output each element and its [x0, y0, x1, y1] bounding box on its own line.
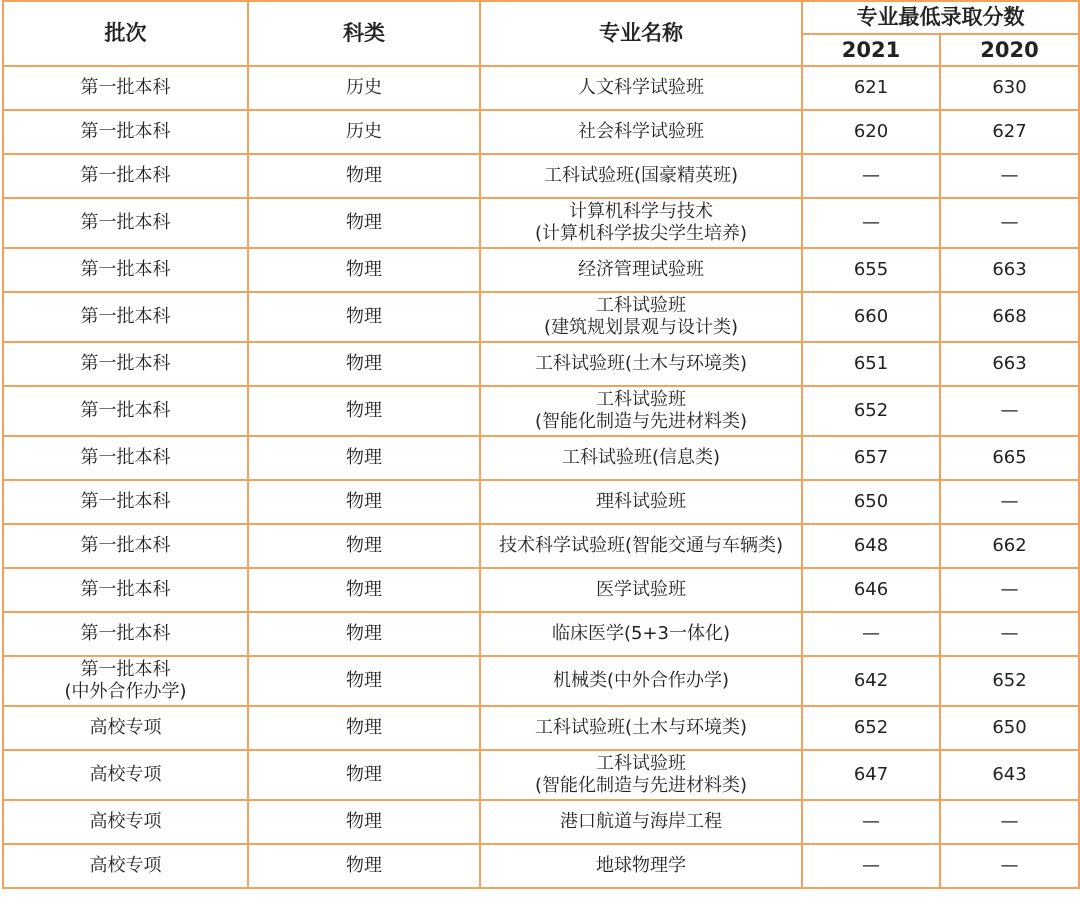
- batch-cell: [3, 248, 248, 292]
- score-2020-cell: 663: [940, 342, 1079, 386]
- major-cell: [480, 66, 802, 110]
- score-2020-cell: 652: [940, 656, 1079, 706]
- major-cell: [480, 706, 802, 750]
- batch-cell-line: 第一批本科: [80, 120, 171, 142]
- major-cell: [480, 612, 802, 656]
- year-2020-header: 2020: [940, 34, 1079, 66]
- major-cell: [480, 568, 802, 612]
- batch-cell: [3, 568, 248, 612]
- batch-cell: [3, 706, 248, 750]
- admission-score-table: [2, 0, 1080, 889]
- table-row: [3, 800, 1079, 844]
- major-cell: [480, 386, 802, 436]
- category-cell: 物理: [248, 342, 480, 386]
- category-cell: 物理: [248, 198, 480, 248]
- score-2020-cell: 665: [940, 436, 1079, 480]
- table-header: [3, 1, 1079, 66]
- batch-cell-line: 高校专项: [89, 810, 162, 832]
- category-cell: 物理: [248, 844, 480, 888]
- category-cell: 历史: [248, 66, 480, 110]
- major-cell-line: 技术科学试验班(智能交通与车辆类): [498, 534, 784, 556]
- score-2020-cell: 668: [940, 292, 1079, 342]
- major-cell-line: 临床医学(5+3一体化): [551, 622, 731, 644]
- score-2021-cell: 650: [802, 480, 940, 524]
- category-cell: 物理: [248, 386, 480, 436]
- batch-cell-line: 第一批本科: [80, 658, 171, 680]
- table-row: [3, 844, 1079, 888]
- batch-cell: [3, 750, 248, 800]
- score-2021-cell: —: [802, 612, 940, 656]
- major-cell-line: (智能化制造与先进材料类): [534, 411, 748, 432]
- table-row: [3, 436, 1079, 480]
- batch-cell-line: 第一批本科: [80, 534, 171, 556]
- batch-cell: [3, 844, 248, 888]
- category-cell: 物理: [248, 568, 480, 612]
- category-cell: 物理: [248, 800, 480, 844]
- batch-cell-line: 高校专项: [89, 763, 162, 785]
- batch-cell: [3, 154, 248, 198]
- table-row: [3, 66, 1079, 110]
- score-2021-cell: 652: [802, 706, 940, 750]
- batch-cell: [3, 386, 248, 436]
- category-cell: 物理: [248, 706, 480, 750]
- table-row: [3, 110, 1079, 154]
- batch-cell: [3, 198, 248, 248]
- batch-cell-line: 第一批本科: [80, 211, 171, 233]
- major-cell-line: 工科试验班(土木与环境类): [534, 716, 748, 738]
- table-row: [3, 524, 1079, 568]
- table-row: [3, 154, 1079, 198]
- batch-cell: [3, 480, 248, 524]
- major-cell: [480, 198, 802, 248]
- batch-cell-line: 高校专项: [89, 716, 162, 738]
- major-cell: [480, 154, 802, 198]
- table-row: [3, 292, 1079, 342]
- score-2020-cell: —: [940, 386, 1079, 436]
- batch-cell-line: 第一批本科: [80, 622, 171, 644]
- batch-cell-line: 第一批本科: [80, 578, 171, 600]
- score-2021-cell: 651: [802, 342, 940, 386]
- major-cell-line: 社会科学试验班: [578, 120, 704, 142]
- major-cell-line: (建筑规划景观与设计类): [543, 317, 739, 338]
- major-cell: [480, 480, 802, 524]
- score-2020-cell: 663: [940, 248, 1079, 292]
- batch-cell: [3, 656, 248, 706]
- major-cell: [480, 524, 802, 568]
- year-2021-header: 2021: [802, 34, 940, 66]
- table-row: [3, 656, 1079, 706]
- score-2021-cell: 655: [802, 248, 940, 292]
- score-2021-cell: 647: [802, 750, 940, 800]
- major-cell: [480, 292, 802, 342]
- table-row: [3, 568, 1079, 612]
- batch-cell: [3, 292, 248, 342]
- batch-cell-line: 高校专项: [89, 854, 162, 876]
- major-cell: [480, 750, 802, 800]
- category-cell: 物理: [248, 154, 480, 198]
- category-cell: 物理: [248, 436, 480, 480]
- major-cell-line: (智能化制造与先进材料类): [534, 775, 748, 796]
- major-cell-line: 经济管理试验班: [578, 258, 704, 280]
- score-2020-cell: 627: [940, 110, 1079, 154]
- category-header: 科类: [248, 1, 480, 66]
- major-cell: [480, 248, 802, 292]
- major-cell-line: 计算机科学与技术: [569, 200, 713, 222]
- score-2020-cell: —: [940, 844, 1079, 888]
- table-row: [3, 750, 1079, 800]
- category-cell: 物理: [248, 524, 480, 568]
- batch-cell-line: 第一批本科: [80, 446, 171, 468]
- major-cell: [480, 656, 802, 706]
- major-cell-line: 机械类(中外合作办学): [552, 669, 730, 691]
- major-cell-line: 工科试验班(土木与环境类): [534, 352, 748, 374]
- score-2020-cell: —: [940, 568, 1079, 612]
- score-2020-cell: 630: [940, 66, 1079, 110]
- batch-cell: [3, 436, 248, 480]
- score-2021-cell: 648: [802, 524, 940, 568]
- major-cell-line: 港口航道与海岸工程: [560, 810, 722, 832]
- major-cell-line: 工科试验班: [596, 388, 686, 410]
- table-row: [3, 612, 1079, 656]
- major-cell-line: 工科试验班(国豪精英班): [543, 164, 739, 186]
- batch-header: 批次: [3, 1, 248, 66]
- major-cell: [480, 342, 802, 386]
- score-2020-cell: —: [940, 480, 1079, 524]
- category-cell: 物理: [248, 612, 480, 656]
- score-2020-cell: 643: [940, 750, 1079, 800]
- score-2020-cell: —: [940, 154, 1079, 198]
- min-score-header: 专业最低录取分数: [802, 1, 1079, 34]
- major-cell-line: (计算机科学拔尖学生培养): [534, 223, 748, 244]
- major-header: 专业名称: [480, 1, 802, 66]
- score-2020-cell: 662: [940, 524, 1079, 568]
- category-cell: 物理: [248, 750, 480, 800]
- score-2021-cell: 660: [802, 292, 940, 342]
- batch-cell: [3, 800, 248, 844]
- batch-cell-line: 第一批本科: [80, 164, 171, 186]
- major-cell: [480, 844, 802, 888]
- batch-cell-line: 第一批本科: [80, 490, 171, 512]
- score-2020-cell: —: [940, 198, 1079, 248]
- table-row: [3, 342, 1079, 386]
- batch-cell-line: 第一批本科: [80, 352, 171, 374]
- major-cell-line: 理科试验班: [596, 490, 686, 512]
- score-2021-cell: —: [802, 844, 940, 888]
- batch-cell-line: 第一批本科: [80, 258, 171, 280]
- batch-cell: [3, 66, 248, 110]
- major-cell: [480, 110, 802, 154]
- table-row: [3, 480, 1079, 524]
- major-cell-line: 工科试验班: [596, 294, 686, 316]
- table-body: [3, 66, 1079, 888]
- table-row: [3, 706, 1079, 750]
- score-2021-cell: 642: [802, 656, 940, 706]
- score-2021-cell: —: [802, 154, 940, 198]
- batch-cell-line: 第一批本科: [80, 305, 171, 327]
- batch-cell-line: 第一批本科: [80, 399, 171, 421]
- category-cell: 物理: [248, 480, 480, 524]
- major-cell: [480, 800, 802, 844]
- score-2021-cell: 620: [802, 110, 940, 154]
- batch-cell-line: (中外合作办学): [64, 681, 187, 702]
- category-cell: 物理: [248, 656, 480, 706]
- major-cell-line: 工科试验班(信息类): [561, 446, 721, 468]
- batch-cell: [3, 342, 248, 386]
- score-2020-cell: —: [940, 612, 1079, 656]
- major-cell-line: 地球物理学: [596, 854, 686, 876]
- category-cell: 历史: [248, 110, 480, 154]
- score-2021-cell: 652: [802, 386, 940, 436]
- batch-cell-line: 第一批本科: [80, 76, 171, 98]
- score-2021-cell: —: [802, 198, 940, 248]
- major-cell-line: 工科试验班: [596, 752, 686, 774]
- batch-cell: [3, 612, 248, 656]
- category-cell: 物理: [248, 292, 480, 342]
- category-cell: 物理: [248, 248, 480, 292]
- table-row: [3, 386, 1079, 436]
- batch-cell: [3, 110, 248, 154]
- major-cell-line: 人文科学试验班: [578, 76, 704, 98]
- score-2021-cell: 657: [802, 436, 940, 480]
- score-2020-cell: 650: [940, 706, 1079, 750]
- table-row: [3, 198, 1079, 248]
- score-2021-cell: 621: [802, 66, 940, 110]
- score-2021-cell: —: [802, 800, 940, 844]
- major-cell: [480, 436, 802, 480]
- table-row: [3, 248, 1079, 292]
- major-cell-line: 医学试验班: [596, 578, 686, 600]
- score-2021-cell: 646: [802, 568, 940, 612]
- score-2020-cell: —: [940, 800, 1079, 844]
- batch-cell: [3, 524, 248, 568]
